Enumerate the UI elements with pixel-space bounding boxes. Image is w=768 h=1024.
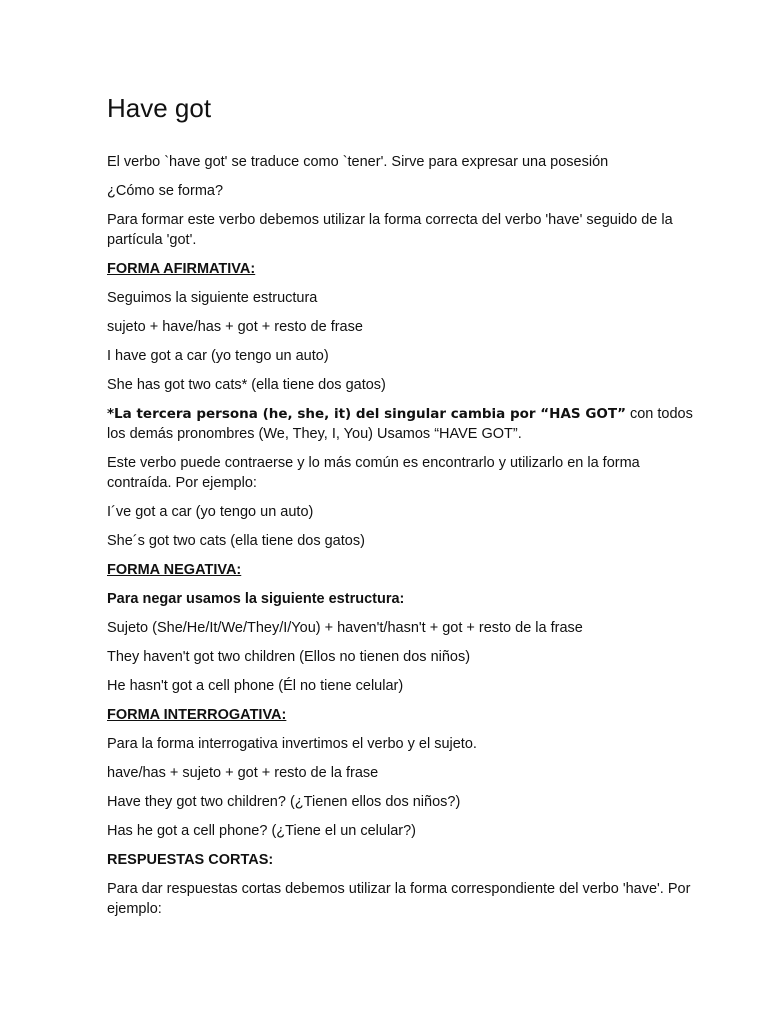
contraction-example: She´s got two cats (ella tiene dos gatos) [107, 533, 365, 549]
affirmative-line: Seguimos la siguiente estructura [107, 290, 318, 306]
third-person-note-rest: con todos los demás pronombres (We, They, I, You) Usamos “HAVE GOT”. [107, 406, 693, 442]
affirmative-line: She has got two cats* (ella tiene dos gatos) [107, 377, 386, 393]
short-answers-paragraph: Para dar respuestas cortas debemos utilizar la forma correspondiente del verbo 'have'. Por ejemplo: [107, 881, 691, 917]
negative-line: Sujeto (She/He/It/We/They/I/You) + haven't/hasn't + got + resto de la frase [107, 620, 583, 636]
contraction-example: I´ve got a car (yo tengo un auto) [107, 504, 314, 520]
third-person-note-bold: *La tercera persona (he, she, it) del singular cambia por “HAS GOT” [107, 406, 626, 422]
negative-heading: FORMA NEGATIVA: [107, 562, 242, 578]
formation-paragraph: Para formar este verbo debemos utilizar la forma correcta del verbo 'have' seguido de la partícula 'got'. [107, 212, 673, 248]
negative-line: He hasn't got a cell phone (Él no tiene celular) [107, 678, 404, 694]
affirmative-line: I have got a car (yo tengo un auto) [107, 348, 329, 364]
short-answers-heading: RESPUESTAS CORTAS: [107, 852, 274, 868]
affirmative-heading: FORMA AFIRMATIVA: [107, 261, 256, 277]
negative-subheading: Para negar usamos la siguiente estructura: [107, 591, 405, 607]
question-line: ¿Cómo se forma? [107, 183, 224, 199]
interrogative-line: Has he got a cell phone? (¿Tiene el un celular?) [107, 823, 416, 839]
page-title: Have got [107, 93, 212, 123]
interrogative-line: have/has + sujeto + got + resto de la frase [107, 765, 379, 781]
negative-line: They haven't got two children (Ellos no tienen dos niños) [107, 649, 471, 665]
third-person-note [107, 404, 707, 444]
interrogative-line: Have they got two children? (¿Tienen ellos dos niños?) [107, 794, 461, 810]
contraction-paragraph: Este verbo puede contraerse y lo más común es encontrarlo y utilizarlo en la forma contraída. Por ejemplo: [107, 455, 640, 491]
interrogative-heading: FORMA INTERROGATIVA: [107, 707, 287, 723]
interrogative-line: Para la forma interrogativa invertimos el verbo y el sujeto. [107, 736, 477, 752]
document-page [107, 92, 707, 928]
affirmative-line: sujeto + have/has + got + resto de frase [107, 319, 363, 335]
intro-paragraph: El verbo `have got' se traduce como `tener'. Sirve para expresar una posesión [107, 154, 609, 170]
